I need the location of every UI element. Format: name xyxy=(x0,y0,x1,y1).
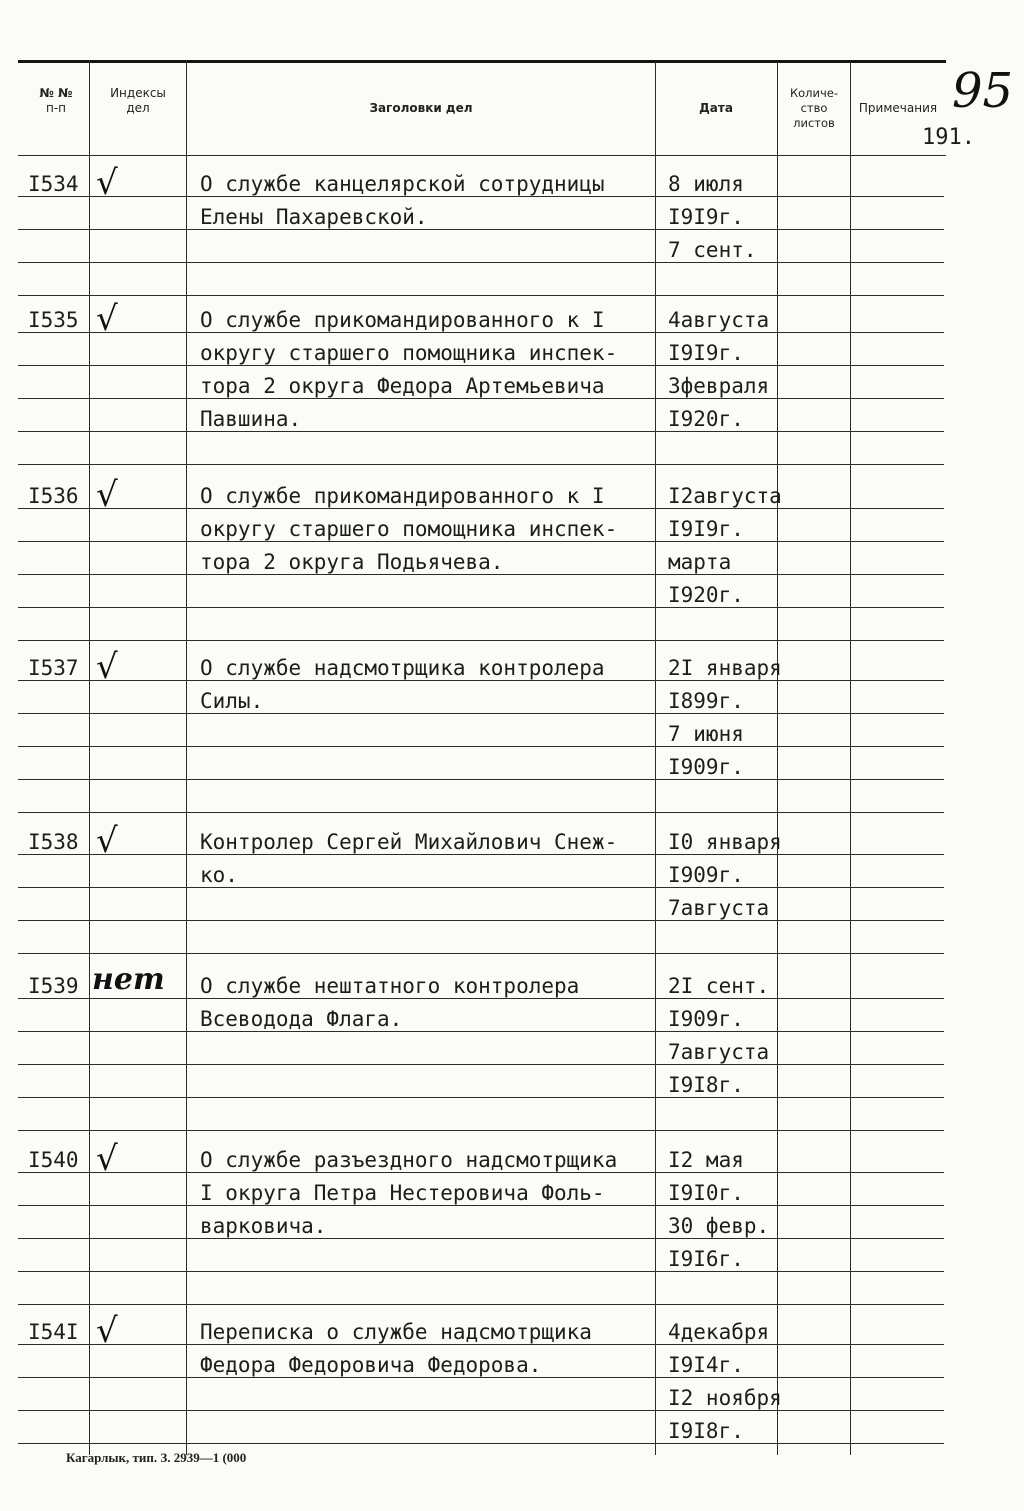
check-mark-icon: √ xyxy=(96,475,118,515)
row-rule xyxy=(18,332,944,333)
date-line: I909г. xyxy=(668,755,744,779)
date-line: I9I9г. xyxy=(668,341,744,365)
row-rule xyxy=(18,812,944,813)
row-rule xyxy=(18,229,944,230)
row-rule xyxy=(18,680,944,681)
entry-number: I534 xyxy=(28,172,79,196)
entry-number: I536 xyxy=(28,484,79,508)
row-rule xyxy=(18,640,944,641)
check-mark-icon: √ xyxy=(96,299,118,339)
header-date: Дата xyxy=(699,101,733,115)
date-line: I899г. xyxy=(668,689,744,713)
header-num-top: № № xyxy=(39,86,73,100)
check-mark-icon: √ xyxy=(96,1311,118,1351)
title-line: тора 2 округа Федора Артемьевича xyxy=(200,374,605,398)
column-divider-date xyxy=(777,62,778,1455)
date-line: I909г. xyxy=(668,1007,744,1031)
title-line: О службе канцелярской сотрудницы xyxy=(200,172,605,196)
title-line: округу старшего помощника инспек- xyxy=(200,517,618,541)
year-mark: 191. xyxy=(922,125,975,150)
header-sheets-l2: ство xyxy=(800,101,828,115)
date-line: 7августа xyxy=(668,1040,770,1064)
date-line: I9I6г. xyxy=(668,1247,744,1271)
date-line: I920г. xyxy=(668,407,744,431)
date-line: I2 ноября xyxy=(668,1386,782,1410)
row-rule xyxy=(18,887,944,888)
title-line: Павшина. xyxy=(200,407,302,431)
header-index xyxy=(92,86,184,116)
title-line: О службе прикомандированного к I xyxy=(200,484,605,508)
row-rule xyxy=(18,464,944,465)
index-mark: нет xyxy=(92,962,165,997)
row-rule xyxy=(18,295,944,296)
title-line: варковича. xyxy=(200,1214,327,1238)
date-line: 3февраля xyxy=(668,374,770,398)
date-line: 2I января xyxy=(668,656,782,680)
title-line: Переписка о службе надсмотрщика xyxy=(200,1320,592,1344)
date-line: I9I0г. xyxy=(668,1181,744,1205)
row-rule xyxy=(18,262,944,263)
date-line: I2 мая xyxy=(668,1148,744,1172)
row-rule xyxy=(18,1097,944,1098)
row-rule xyxy=(18,431,944,432)
date-line: I0 января xyxy=(668,830,782,854)
row-rule xyxy=(18,1130,944,1131)
date-line: I9I8г. xyxy=(668,1073,744,1097)
column-divider-num xyxy=(89,60,90,1455)
title-line: Контролер Сергей Михайлович Снеж- xyxy=(200,830,618,854)
row-rule xyxy=(18,920,944,921)
entry-number: I535 xyxy=(28,308,79,332)
row-rule xyxy=(18,1172,944,1173)
title-line: I округа Петра Нестеровича Фоль- xyxy=(200,1181,605,1205)
title-line: О службе надсмотрщика контролера xyxy=(200,656,605,680)
date-line: 30 февр. xyxy=(668,1214,770,1238)
row-rule xyxy=(18,1377,944,1378)
date-line: I9I9г. xyxy=(668,205,744,229)
date-line: 4августа xyxy=(668,308,770,332)
date-line: I920г. xyxy=(668,583,744,607)
check-mark-icon: √ xyxy=(96,821,118,861)
row-rule xyxy=(18,1238,944,1239)
date-line: 7августа xyxy=(668,896,770,920)
row-rule xyxy=(18,365,944,366)
date-line: I2августа xyxy=(668,484,782,508)
date-line: 7 июня xyxy=(668,722,744,746)
row-rule xyxy=(18,953,944,954)
row-rule xyxy=(18,854,944,855)
title-line: О службе прикомандированного к I xyxy=(200,308,605,332)
header-bottom-border xyxy=(18,155,946,156)
row-rule xyxy=(18,713,944,714)
title-line: округу старшего помощника инспек- xyxy=(200,341,618,365)
row-rule xyxy=(18,746,944,747)
title-line: Силы. xyxy=(200,689,264,713)
title-line: О службе нештатного контролера xyxy=(200,974,580,998)
row-rule xyxy=(18,1344,944,1345)
row-rule xyxy=(18,1304,944,1305)
column-divider-sheets xyxy=(850,62,851,1455)
entry-number: I539 xyxy=(28,974,79,998)
entry-number: I540 xyxy=(28,1148,79,1172)
column-divider-title xyxy=(655,62,656,1455)
row-rule xyxy=(18,1410,944,1411)
title-line: Всеводода Флага. xyxy=(200,1007,403,1031)
check-mark-icon: √ xyxy=(96,1139,118,1179)
row-rule xyxy=(18,1031,944,1032)
entry-number: I54I xyxy=(28,1320,79,1344)
header-sheets-l1: Количе- xyxy=(789,86,839,100)
header-num-bottom: п-п xyxy=(45,101,67,115)
sheet-number: 95 xyxy=(952,63,1014,119)
header-notes: Примечания xyxy=(858,101,938,115)
row-rule xyxy=(18,398,944,399)
entry-number: I537 xyxy=(28,656,79,680)
row-rule xyxy=(18,1064,944,1065)
date-line: 8 июля xyxy=(668,172,744,196)
date-line: I9I8г. xyxy=(668,1419,744,1443)
row-rule xyxy=(18,607,944,608)
printer-imprint: Кагарлык, тип. З. 2939—1 (000 xyxy=(66,1450,247,1465)
check-mark-icon: √ xyxy=(96,163,118,203)
row-rule xyxy=(18,196,944,197)
date-line: I9I9г. xyxy=(668,517,744,541)
row-rule xyxy=(18,574,944,575)
date-line: 4декабря xyxy=(668,1320,770,1344)
date-line: I909г. xyxy=(668,863,744,887)
header-index-bottom: дел xyxy=(126,101,150,115)
header-index-top: Индексы xyxy=(110,86,166,100)
header-title: Заголовки дел xyxy=(369,101,473,115)
row-rule xyxy=(18,1205,944,1206)
date-line: марта xyxy=(668,550,732,574)
row-rule xyxy=(18,1271,944,1272)
header-top-border xyxy=(18,60,946,63)
row-rule xyxy=(18,1443,944,1444)
title-line: Елены Пахаревской. xyxy=(200,205,428,229)
header-sheets xyxy=(779,86,849,131)
header-num xyxy=(24,86,88,116)
title-line: Федора Федоровича Федорова. xyxy=(200,1353,542,1377)
check-mark-icon: √ xyxy=(96,647,118,687)
row-rule xyxy=(18,998,944,999)
row-rule xyxy=(18,541,944,542)
date-line: 2I сент. xyxy=(668,974,770,998)
column-divider-index xyxy=(186,60,187,1455)
entry-number: I538 xyxy=(28,830,79,854)
date-line: I9I4г. xyxy=(668,1353,744,1377)
header-sheets-l3: листов xyxy=(793,116,835,130)
row-rule xyxy=(18,508,944,509)
date-line: 7 сент. xyxy=(668,238,757,262)
title-line: О службе разъездного надсмотрщика xyxy=(200,1148,618,1172)
title-line: ко. xyxy=(200,863,238,887)
title-line: тора 2 округа Подьячева. xyxy=(200,550,504,574)
row-rule xyxy=(18,779,944,780)
